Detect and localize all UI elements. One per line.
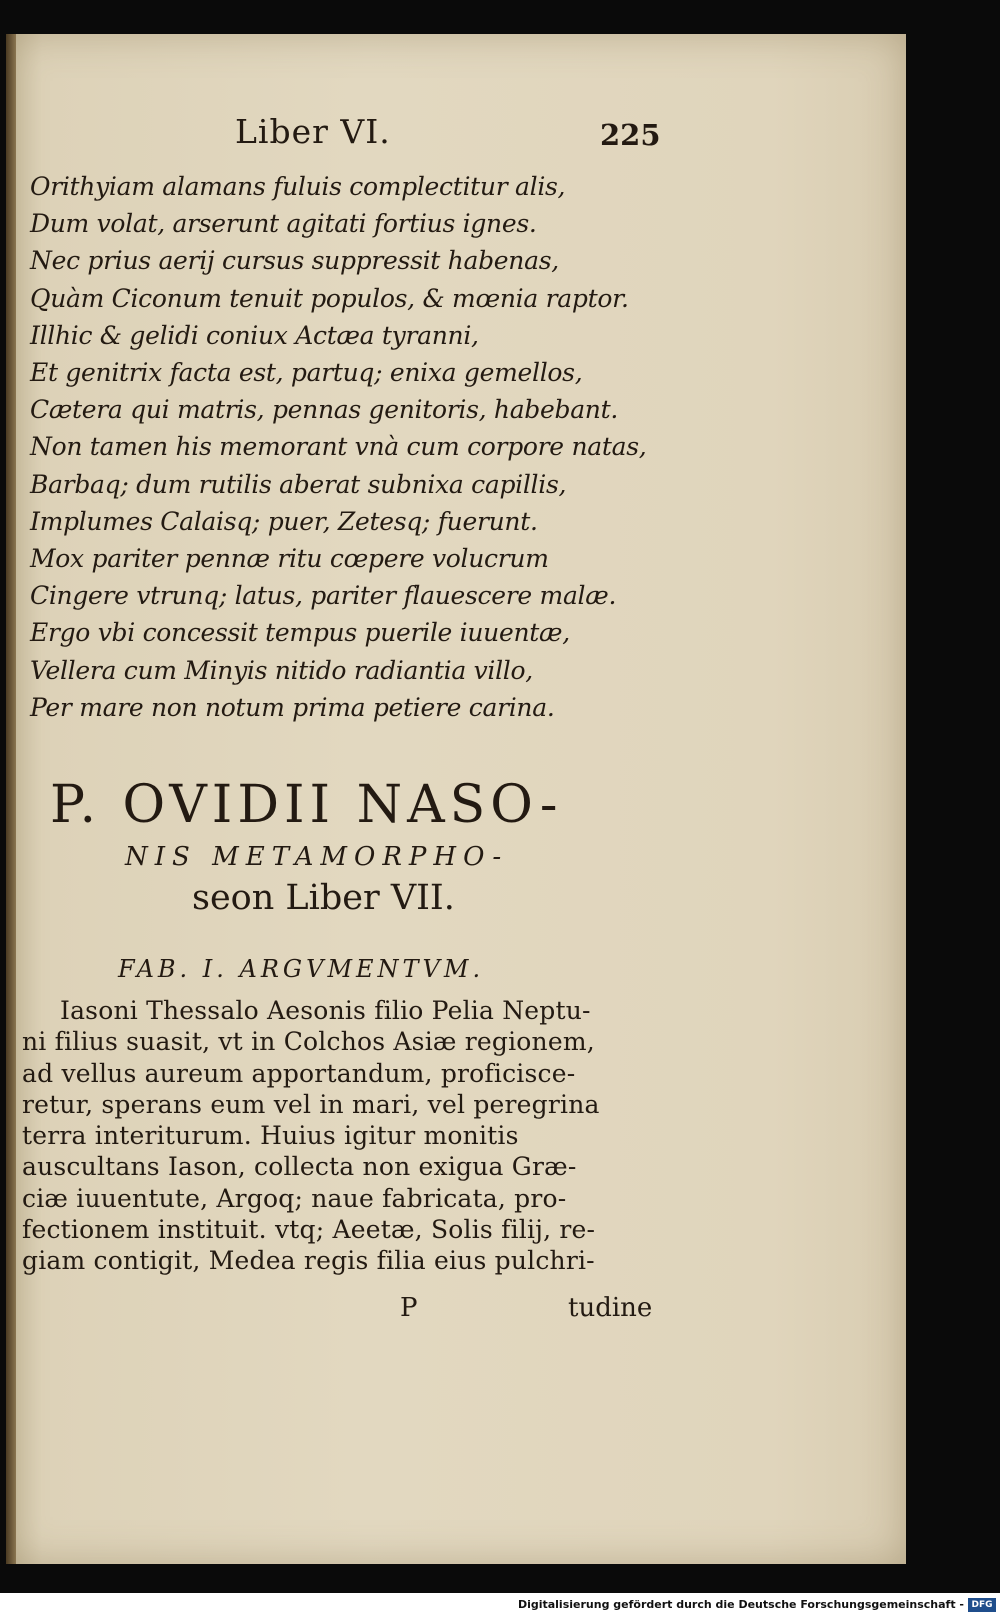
running-head: Liber VI. xyxy=(235,112,391,151)
verse-line: Dum volat, arserunt agitati fortius ignes. xyxy=(30,209,537,239)
footer-strip xyxy=(0,1593,1000,1615)
prose-line: ad vellus aureum apportandum, proficisce- xyxy=(22,1058,576,1088)
prose-line: terra interiturum. Huius igitur monitis xyxy=(22,1121,519,1151)
verse-block xyxy=(30,168,670,726)
verse-line: Cingere vtrunq; latus, pariter flauescere malæ. xyxy=(30,581,617,611)
verse-line: Quàm Ciconum tenuit populos, & mœnia raptor. xyxy=(30,283,629,313)
verse-line: Mox pariter pennæ ritu cœpere volucrum xyxy=(30,544,549,574)
book-title-line3: seon Liber VII. xyxy=(192,878,455,918)
book-title-line1: P. OVIDII NASO- xyxy=(50,775,563,835)
book-title-line2: NIS METAMORPHO- xyxy=(125,842,509,872)
prose-line: auscultans Iason, collecta non exigua Græ- xyxy=(22,1152,577,1182)
prose-line: giam contigit, Medea regis filia eius pulchri- xyxy=(22,1246,595,1276)
prose-line: ciæ iuuentute, Argoq; naue fabricata, pro- xyxy=(22,1183,567,1213)
verse-line: Cætera qui matris, pennas genitoris, habebant. xyxy=(30,395,618,425)
verse-line: Per mare non notum prima petiere carina. xyxy=(30,692,555,722)
catchword: tudine xyxy=(568,1293,653,1323)
verse-line: Barbaq; dum rutilis aberat subnixa capillis, xyxy=(30,469,567,499)
verse-line: Nec prius aerij cursus suppressit habenas, xyxy=(30,246,559,276)
verse-line: Implumes Calaisq; puer, Zetesq; fuerunt. xyxy=(30,506,538,536)
verse-line: Non tamen his memorant vnà cum corpore natas, xyxy=(30,432,647,462)
signature-mark: P xyxy=(400,1293,418,1323)
verse-line: Vellera cum Minyis nitido radiantia villo, xyxy=(30,655,533,685)
page-number: 225 xyxy=(600,118,661,152)
fable-heading: FAB. I. ARGVMENTVM. xyxy=(118,955,485,983)
verse-line: Ergo vbi concessit tempus puerile iuuentæ, xyxy=(30,618,570,648)
argument-prose xyxy=(22,995,647,1277)
page-binding-edge xyxy=(6,34,16,1564)
prose-line: Iasoni Thessalo Aesonis filio Pelia Neptu- xyxy=(60,996,591,1025)
prose-line: fectionem instituit. vtq; Aeetæ, Solis filij, re- xyxy=(22,1215,596,1245)
verse-line: Illhic & gelidi coniux Actæa tyranni, xyxy=(30,320,479,350)
verse-line: Et genitrix facta est, partuq; enixa gemellos, xyxy=(30,358,583,388)
dfg-logo[interactable]: DFG xyxy=(968,1598,996,1612)
digitization-credit: Digitalisierung gefördert durch die Deutsche Forschungsgemeinschaft - xyxy=(517,1598,964,1611)
prose-line: retur, sperans eum vel in mari, vel peregrina xyxy=(22,1089,600,1119)
verse-line: Orithyiam alamans fuluis complectitur alis, xyxy=(30,172,566,201)
prose-line: ni filius suasit, vt in Colchos Asiæ regionem, xyxy=(22,1027,595,1057)
